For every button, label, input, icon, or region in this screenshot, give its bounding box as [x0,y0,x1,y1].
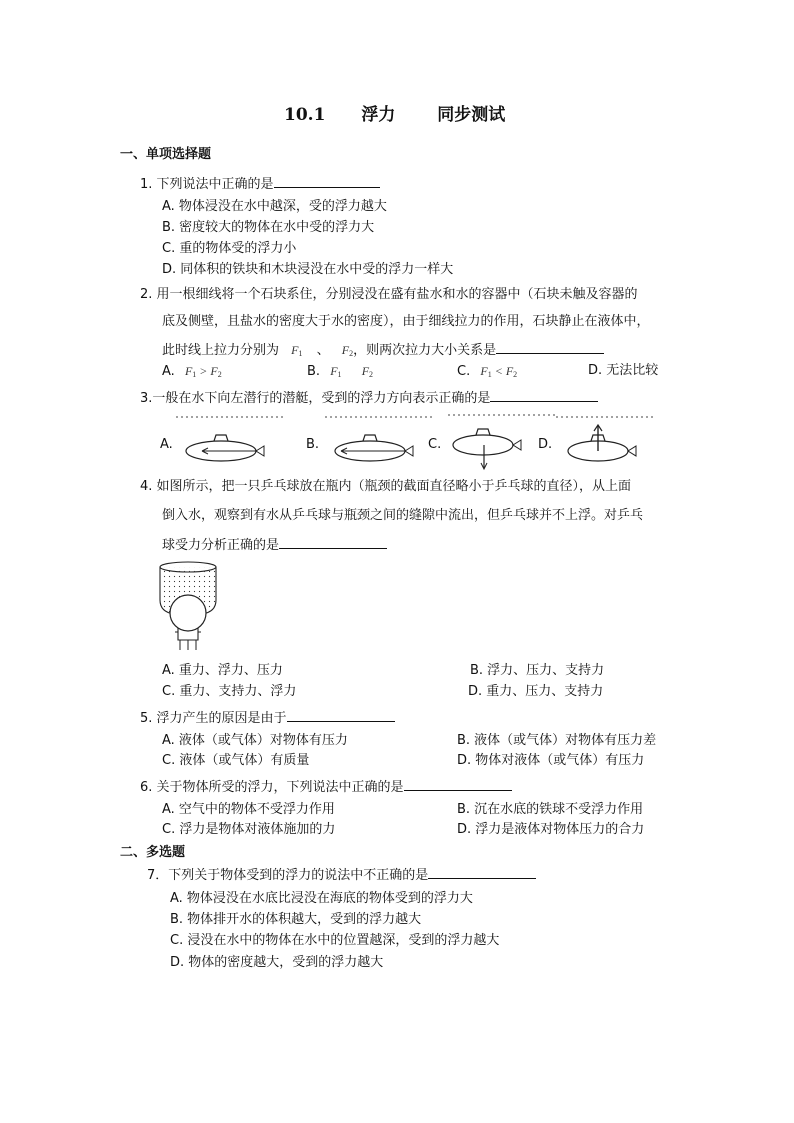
question-1-option-a: A. 物体浸没在水中越深，受的浮力越大 [162,199,387,214]
question-3-label-a: A. [160,437,173,452]
formula-f2 [362,364,373,378]
question-5-option-b: B. 液体（或气体）对物体有压力差 [457,733,657,748]
question-4-line-2: 倒入水，观察到有水从乒乓球与瓶颈之间的缝隙中流出，但乒乓球并不上浮。对乒乓 [162,508,644,523]
question-2-text-c: ，则两次拉力大小关系是 [353,343,497,358]
question-5-option-c: C. 液体（或气体）有质量 [162,753,310,768]
force-symbol: F [210,364,218,378]
question-6-text: 6. 关于物体所受的浮力，下列说法中正确的是 [140,780,404,795]
force-subscript: 1 [192,370,197,379]
force-subscript: 1 [487,370,492,379]
question-4-option-d: D. 重力、压力、支持力 [468,684,604,699]
title-subtitle: 同步测试 [437,105,506,125]
answer-blank[interactable] [279,536,387,549]
submarine-diagram-d [556,414,656,464]
force-symbol: F [505,364,514,378]
page-title [284,107,505,123]
question-6-option-c: C. 浮力是物体对液体施加的力 [162,822,336,837]
question-3-label-b: B. [306,437,320,452]
question-1-option-c: C. 重的物体受的浮力小 [162,241,297,256]
question-6-option-d: D. 浮力是液体对物体压力的合力 [457,822,645,837]
force-symbol: F [341,343,350,357]
option-letter: A. [162,364,175,379]
answer-blank[interactable] [274,175,380,188]
question-2-line-2: 底及侧壁，且盐水的密度大于水的密度），由于细线拉力的作用，石块静止在液体中， [162,314,650,329]
question-2-option-c [457,363,517,383]
question-2-separator: 、 [316,343,330,358]
title-topic: 浮力 [361,105,396,125]
option-letter: B. [307,364,321,379]
submarine-diagram-b [325,414,435,464]
question-4-text: 球受力分析正确的是 [162,538,280,553]
force-symbol: F [184,364,193,378]
question-2-option-d: D. 无法比较 [588,363,659,378]
question-6-option-a: A. 空气中的物体不受浮力作用 [162,802,335,817]
question-4-line-3 [162,536,387,554]
question-1-option-b: B. 密度较大的物体在水中受的浮力大 [162,220,375,235]
answer-blank[interactable] [496,341,604,354]
answer-blank[interactable] [404,778,512,791]
question-3-label-d: D. [538,437,553,452]
question-2-option-b [307,363,373,383]
title-number: 10.1 [284,105,326,125]
question-2-line-3 [162,341,604,362]
question-4-line-1: 4. 如图所示，把一只乒乓球放在瓶内（瓶颈的截面直径略小于乒乓球的直径），从上面 [140,479,632,494]
question-4-option-b: B. 浮力、压力、支持力 [470,663,605,678]
force-symbol: F [291,343,299,357]
section-heading-single-choice: 一、单项选择题 [120,147,212,162]
question-1-stem [140,175,380,193]
answer-blank[interactable] [490,389,598,402]
formula-f1-gt-f2 [185,364,222,378]
force-subscript: 1 [337,370,342,379]
answer-blank[interactable] [428,866,536,879]
force-subscript: 2 [513,370,518,379]
question-7-option-d: D. 物体的密度越大，受到的浮力越大 [170,955,384,970]
submarine-diagram-c [448,412,558,472]
less-than: < [494,364,503,378]
force-f2 [342,343,353,357]
option-letter: C. [457,364,471,379]
force-symbol: F [480,364,488,378]
question-7-option-b: B. 物体排开水的体积越大，受到的浮力越大 [170,912,422,927]
greater-than: > [199,364,208,378]
question-6-stem [140,778,512,796]
question-2-line-1: 2. 用一根细线将一个石块系住，分别浸没在盛有盐水和水的容器中（石块未触及容器的 [140,287,638,302]
section-heading-multiple-choice: 二、多选题 [120,845,186,860]
force-subscript: 2 [349,349,354,358]
formula-f1-lt-f2 [480,364,517,378]
force-symbol: F [330,364,338,378]
question-3-text: 3.一般在水下向左潜行的潜艇，受到的浮力方向表示正确的是 [140,391,491,406]
force-subscript: 2 [369,370,374,379]
question-6-option-b: B. 沉在水底的铁球不受浮力作用 [457,802,644,817]
question-2-text-a: 此时线上拉力分别为 [162,343,280,358]
answer-blank[interactable] [287,709,395,722]
question-7-option-a: A. 物体浸没在水底比浸没在海底的物体受到的浮力大 [170,891,473,906]
question-7-option-c: C. 浸没在水中的物体在水中的位置越深，受到的浮力越大 [170,933,500,948]
question-4-option-a: A. 重力、浮力、压力 [162,663,283,678]
question-5-option-d: D. 物体对液体（或气体）有压力 [457,753,645,768]
question-5-text: 5. 浮力产生的原因是由于 [140,711,287,726]
submarine-diagram-a [176,414,286,464]
question-5-option-a: A. 液体（或气体）对物体有压力 [162,733,348,748]
question-1-text: 1. 下列说法中正确的是 [140,177,274,192]
question-4-option-c: C. 重力、支持力、浮力 [162,684,297,699]
bottle-ball-diagram [158,560,230,656]
question-1-option-d: D. 同体积的铁块和木块浸没在水中受的浮力一样大 [162,262,454,277]
question-7-text: 7．下列关于物体受到的浮力的说法中不正确的是 [147,868,429,883]
question-7-stem [147,866,536,884]
question-2-option-a [162,363,222,383]
force-subscript: 1 [298,349,303,358]
force-f1 [291,343,302,357]
question-5-stem [140,709,395,727]
question-3-label-c: C. [428,437,442,452]
force-subscript: 2 [217,370,222,379]
formula-f1 [330,364,341,378]
force-symbol: F [361,364,370,378]
question-3-stem [140,389,598,407]
